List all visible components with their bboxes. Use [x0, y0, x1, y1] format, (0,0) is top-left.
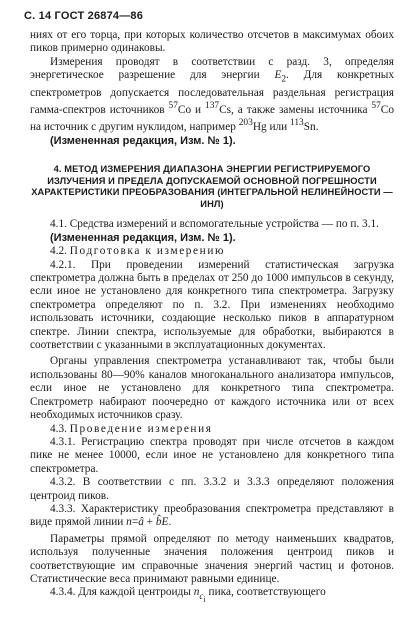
- paragraph-4-3: 4.3. Проведение измерения: [50, 422, 213, 435]
- amendment-note-2: (Измененная редакция, Изм. № 1).: [50, 231, 236, 244]
- section-4-title: 4. МЕТОД ИЗМЕРЕНИЯ ДИАПАЗОНА ЭНЕРГИИ РЕГИСТРИРУЕМОГО ИЗЛУЧЕНИЯ И ПРЕДЕЛА ДОПУСКАЕМОЙ ОСНОВНОЙ ПОГРЕШНОСТИ ХАРАКТЕРИСТИКИ ПРЕОБРАЗОВАНИЯ (ИНТЕГРАЛЬНОЙ НЕЛИНЕЙНОСТИ — ИНЛ): [31, 164, 393, 209]
- paragraph-4-1: 4.1. Средства измерений и вспомогательные устройства — по п. 3.1.: [50, 218, 380, 231]
- paragraph-parameters: Параметры прямой определяют по методу наименьших квадратов, используя полученные значения положения центроид пиков и соответствующие им справочные значения энергий частиц и фотонов. Статистические веса принимают равными единице.: [30, 532, 394, 585]
- paragraph-4-2: 4.2. Подготовка к измерению: [50, 245, 226, 258]
- paragraph-controls: Органы управления спектрометра устанавливают так, чтобы были использованы 80—90% каналов многоканального анализатора импульсов, если иное не установлено для конкретного типа спектрометра. Спектрометр набирают поочередно от каждого источника или от всех необходимых источников сразу.: [30, 355, 394, 422]
- paragraph-4-3-3: 4.3.3. Характеристику преобразования спектрометра представляют в виде прямой линии n=â + b̂E.: [30, 502, 394, 529]
- paragraph-4-3-2: 4.3.2. В соответствии с пп. 3.3.2 и 3.3.3 определяют положения центроид пиков.: [30, 476, 394, 502]
- page-header: С. 14 ГОСТ 26874—86: [24, 10, 144, 22]
- amendment-note-1: (Измененная редакция, Изм. № 1).: [50, 134, 236, 147]
- paragraph-4-3-4: 4.3.4. Для каждой центроиды $n_{c_i}$ пика, соответствующего: [50, 586, 326, 604]
- paragraph-4-2-1: 4.2.1. При проведении измерений статистическая загрузка спектрометра должна быть в пределах от 250 до 1000 импульсов в секунду, если иное не установлено для конкретного типа спектрометра. Загрузку спектрометра определяют по п. 3.2. При изменениях необходимо использовать источники, создающие несколько пиков в аппаратурном спектре. Линии спектра, используемые для обработки, выбираются в соответствии с указанными в эксплуатационных документах.: [30, 258, 394, 352]
- paragraph-4-3-1: 4.3.1. Регистрацию спектра проводят при числе отсчетов в каждом пике не менее 10000, если иное не установлено для конкретного типа спектрометра.: [30, 435, 394, 475]
- paragraph-continuation: ниях от его торца, при которых количество отсчетов в максимумах обоих пиков примерно одинаковы.: [30, 29, 394, 55]
- document-body: [30, 29, 394, 606]
- paragraph-measurements: Измерения проводят в соответствии с разд. 3, определяя энергетическое разрешение для энергии $E_2$. Для конкретных спектрометров допускается последовательная раздельная регистрация гамма-спектров источников $^{57}$Co и $^{137}$Cs, а также замены источника $^{57}$Co на источник с другим нуклидом, например $^{203}$Hg или $^{113}$Sn.: [30, 55, 394, 134]
